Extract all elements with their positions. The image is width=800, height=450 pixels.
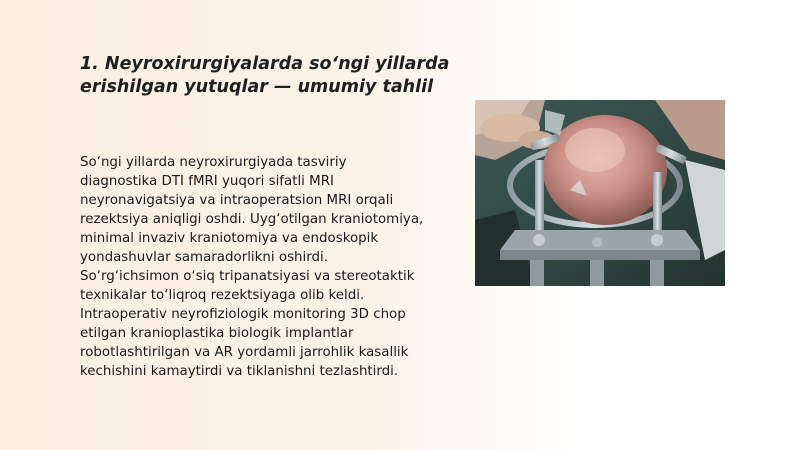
slide-body-text: So‘ngi yillarda neyroxirurgiyada tasviriy diagnostika DTI fMRI yuqori sifatli MRI neyronavigatsiya va intraoperatsion MRI orqali rezektsiya aniqligi oshdi. Uyg‘otilgan kraniotomiya, minimal invaziv kraniotomiya va endoskopik yondashuvlar samaradorlikni oshirdi. So‘rg‘ichsimon o‘siq tripanatsiyasi va stereotaktik texnikalar to‘liqroq rezektsiyaga olib keldi. Intraoperativ neyrofiziologik monitoring 3D chop etilgan kranioplastika biologik implantlar robotlashtirilgan va AR yordamli jarrohlik kasallik kechishini kamaytirdi va tiklanishni tezlashtirdi. — [80, 155, 424, 379]
slide-title: 1. Neyroxirurgiyalarda so‘ngi yillarda erishilgan yutuqlar — umumiy tahlil — [80, 54, 450, 97]
surgical-photo — [475, 100, 725, 286]
